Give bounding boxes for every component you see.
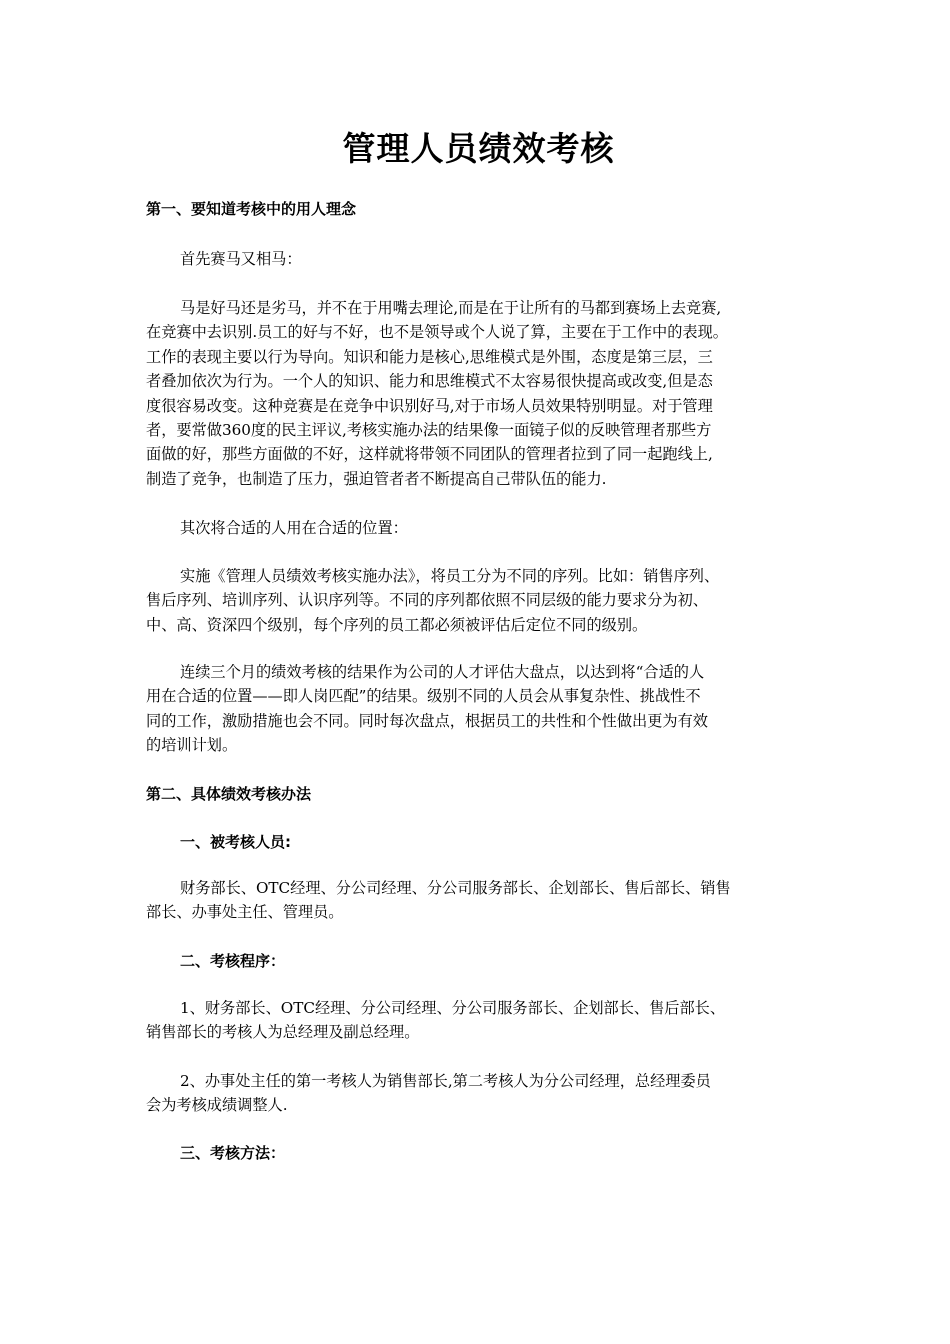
paragraph-line: 制造了竞争，也制造了压力，强迫管者者不断提高自己带队伍的能力.	[146, 469, 607, 488]
subsection-2-heading: 二、考核程序：	[180, 952, 286, 970]
paragraph-line: 实施《管理人员绩效考核实施办法》，将员工分为不同的序列。比如：销售序列、	[180, 567, 720, 585]
section-1-paragraph-5	[146, 660, 811, 758]
paragraph-line: 1、财务部长、OTC经理、分公司经理、分公司服务部长、企划部长、售后部长、	[180, 999, 726, 1017]
paragraph-line: 工作的表现主要以行为导向。知识和能力是核心,思维模式是外围，态度是第三层，三	[146, 347, 713, 366]
section-1-paragraph-3	[146, 516, 811, 540]
subsection-3-heading: 三、考核方法：	[180, 1144, 286, 1162]
paragraph-line: 面做的好，那些方面做的不好，这样就将带领不同团队的管理者拉到了同一起跑线上,	[146, 445, 713, 464]
document-title: 管理人员绩效考核	[342, 129, 615, 168]
paragraph-line: 部长、办事处主任、管理员。	[146, 903, 344, 922]
paragraph-line: 中、高、资深四个级别，每个序列的员工都必须被评估后定位不同的级别。	[146, 615, 648, 634]
paragraph-line: 用在合适的位置——即人岗匹配”的结果。级别不同的人员会从事复杂性、挑战性不	[146, 687, 701, 706]
section-1-paragraph-2	[146, 296, 811, 491]
paragraph-line: 会为考核成绩调整人.	[146, 1096, 288, 1115]
paragraph-line: 的培训计划。	[146, 736, 238, 755]
section-1-paragraph-1	[146, 247, 811, 271]
subsection-1-heading: 一、被考核人员:	[180, 833, 291, 851]
paragraph-line: 财务部长、OTC经理、分公司经理、分公司服务部长、企划部长、售后部长、销售	[180, 879, 731, 897]
paragraph-line: 度很容易改变。这种竞赛是在竞争中识别好马,对于市场人员效果特别明显。对于管理	[146, 396, 713, 415]
paragraph-line: 同的工作，激励措施也会不同。同时每次盘点，根据员工的共性和个性做出更为有效	[146, 711, 708, 730]
section-1-heading: 第一、要知道考核中的用人理念	[146, 200, 357, 218]
paragraph-line: 马是好马还是劣马，并不在于用嘴去理论,而是在于让所有的马都到赛场上去竞赛,	[180, 299, 722, 317]
subsection-2-paragraph-2	[146, 1069, 811, 1118]
paragraph-line: 2、办事处主任的第一考核人为销售部长,第二考核人为分公司经理，总经理委员	[180, 1072, 711, 1090]
paragraph-line: 首先赛马又相马：	[180, 250, 302, 268]
section-1-paragraph-4	[146, 564, 811, 637]
paragraph-line: 在竞赛中去识别.员工的好与不好，也不是领导或个人说了算，主要在于工作中的表现。	[146, 323, 728, 342]
paragraph-line: 售后序列、培训序列、认识序列等。不同的序列都依照不同层级的能力要求分为初、	[146, 591, 708, 610]
subsection-1-paragraph	[146, 876, 811, 925]
subsection-2-paragraph-1	[146, 996, 811, 1045]
paragraph-line: 其次将合适的人用在合适的位置：	[180, 519, 408, 537]
section-2-heading: 第二、具体绩效考核办法	[146, 785, 312, 803]
paragraph-line: 连续三个月的绩效考核的结果作为公司的人才评估大盘点，以达到将“合适的人	[180, 663, 705, 681]
paragraph-line: 销售部长的考核人为总经理及副总经理。	[146, 1023, 420, 1042]
paragraph-line: 者，要常做360度的民主评议,考核实施办法的结果像一面镜子似的反映管理者那些方	[146, 420, 712, 439]
paragraph-line: 者叠加依次为行为。一个人的知识、能力和思维模式不太容易很快提高或改变,但是态	[146, 372, 713, 391]
